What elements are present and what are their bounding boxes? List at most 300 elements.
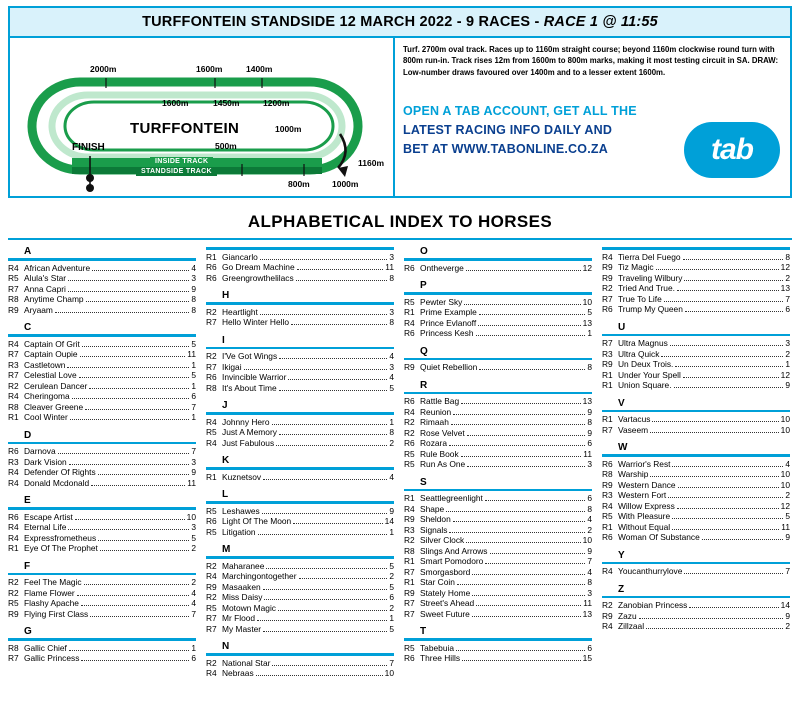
horse-page-number: 6 (587, 438, 592, 448)
leader-dots (476, 605, 581, 606)
leader-dots (485, 563, 585, 564)
index-group-rule (602, 334, 790, 337)
horse-name: Johnny Hero (222, 416, 270, 427)
horse-race-number: R6 (206, 516, 217, 526)
horse-name: With Pleasure (618, 511, 671, 521)
horse-index-row[interactable] (8, 577, 196, 588)
leader-dots (77, 595, 190, 596)
leader-dots (461, 403, 581, 404)
horse-index-row[interactable] (404, 653, 592, 664)
leader-dots (264, 599, 387, 600)
horse-index-row[interactable] (404, 525, 592, 536)
index-group (206, 290, 394, 328)
horse-race-number: R2 (206, 592, 217, 602)
horse-race-number: R1 (602, 521, 613, 532)
horse-index-row[interactable] (404, 417, 592, 428)
horse-index-row[interactable] (602, 252, 790, 263)
leader-dots (279, 390, 388, 391)
horse-name: Pewter Sky (420, 296, 463, 307)
horse-index-row[interactable] (8, 533, 196, 544)
horse-index-row[interactable] (602, 501, 790, 512)
horse-index-row[interactable] (8, 284, 196, 295)
leader-dots (258, 534, 388, 535)
horse-race-number: R5 (8, 598, 19, 608)
horse-name: African Adventure (24, 262, 91, 273)
horse-race-number: R4 (206, 668, 217, 678)
horse-page-number: 2 (785, 490, 790, 500)
index-group-rule (404, 358, 592, 361)
horse-index-row[interactable] (404, 318, 592, 329)
index-group (404, 346, 592, 373)
horse-index-row[interactable] (602, 621, 790, 632)
horse-name: Just Fabulous (222, 437, 275, 448)
horse-page-number: 2 (389, 571, 394, 581)
horse-name: Woman Of Substance (618, 532, 700, 542)
horse-page-number: 9 (785, 610, 790, 621)
index-group-letter: K (222, 455, 230, 466)
horse-name: Warrior's Rest (618, 458, 671, 469)
horse-index-row[interactable] (206, 362, 394, 373)
leader-dots (472, 616, 581, 617)
leader-dots (668, 497, 783, 498)
horse-name: Rimaah (420, 417, 449, 427)
leader-dots (466, 270, 581, 271)
horse-name: Castletown (24, 359, 66, 370)
horse-page-number: 8 (191, 304, 196, 315)
horse-page-number: 6 (587, 642, 592, 653)
horse-index-row[interactable] (404, 514, 592, 525)
horse-race-number: R8 (8, 294, 19, 304)
horse-page-number: 5 (191, 532, 196, 543)
horse-name: Tabebuia (420, 642, 454, 653)
horse-race-number: R1 (404, 556, 415, 566)
horse-index-row[interactable] (404, 556, 592, 567)
horse-name: Princess Kesh (420, 328, 474, 338)
index-group (602, 550, 790, 577)
horse-index-row[interactable] (404, 493, 592, 504)
horse-index-row[interactable] (206, 506, 394, 517)
horse-index-row[interactable] (206, 351, 394, 362)
horse-index-row[interactable] (404, 567, 592, 578)
leader-dots (478, 325, 580, 326)
horse-name: Defender Of Rights (24, 467, 96, 477)
horse-name: Expressfrometheus (24, 532, 97, 543)
leader-dots (674, 387, 784, 388)
horse-name: Youcanthurrylove (618, 566, 683, 576)
horse-index-row[interactable] (206, 658, 394, 669)
horse-page-number: 4 (191, 598, 196, 608)
horse-index-row[interactable] (206, 592, 394, 603)
index-group (404, 246, 592, 273)
horse-race-number: R4 (206, 437, 217, 448)
horse-page-number: 7 (785, 566, 790, 576)
horse-page-number: 11 (781, 521, 790, 532)
horse-index-row[interactable] (206, 668, 394, 679)
index-group-rule (206, 501, 394, 504)
horse-index-row[interactable] (602, 522, 790, 533)
horse-index-row[interactable] (602, 338, 790, 349)
horse-index-row[interactable] (602, 469, 790, 480)
leader-dots (453, 521, 586, 522)
horse-index-row[interactable] (8, 543, 196, 554)
horse-name: National Star (222, 657, 271, 668)
leader-dots (84, 584, 190, 585)
horse-page-number: 13 (582, 317, 592, 328)
horse-name: Star Coin (420, 577, 455, 587)
horse-race-number: R1 (602, 369, 613, 380)
horse-index-row[interactable] (404, 449, 592, 460)
horse-name: Rule Book (420, 448, 459, 459)
horse-index-row[interactable] (404, 588, 592, 599)
horse-name: Heartlight (222, 306, 258, 317)
horse-index-row[interactable] (8, 263, 196, 274)
leader-dots (461, 456, 582, 457)
index-group (206, 247, 394, 283)
horse-index-row[interactable] (8, 457, 196, 468)
horse-race-number: R6 (404, 262, 415, 273)
index-group-rule (404, 638, 592, 641)
horse-name: Prime Example (420, 307, 477, 317)
horse-index-row[interactable] (602, 294, 790, 305)
horse-page-number: 8 (389, 317, 394, 327)
index-group-rule (8, 258, 196, 261)
horse-index-row[interactable] (404, 598, 592, 609)
horse-index-row[interactable] (206, 252, 394, 263)
horse-index-row[interactable] (404, 307, 592, 318)
leader-dots (82, 346, 189, 347)
horse-page-number: 8 (587, 503, 592, 514)
leader-dots (272, 424, 388, 425)
horse-index-row[interactable] (404, 609, 592, 620)
horse-race-number: R7 (206, 361, 217, 372)
horse-index-row[interactable] (602, 566, 790, 577)
horse-page-number: 10 (582, 296, 592, 307)
horse-page-number: 5 (785, 511, 790, 521)
index-divider (8, 238, 792, 240)
horse-page-number: 10 (780, 414, 790, 424)
horse-index-row[interactable] (602, 511, 790, 522)
track-marker-1600m-top: 1600m (196, 64, 223, 74)
horse-race-number: R4 (8, 338, 19, 349)
index-group-rule (602, 454, 790, 457)
track-marker-2000m: 2000m (90, 64, 117, 74)
horse-index-row[interactable] (602, 490, 790, 501)
horse-index-row[interactable] (206, 516, 394, 527)
horse-page-number: 8 (587, 362, 592, 372)
horse-index-row[interactable] (8, 467, 196, 478)
horse-index-row[interactable] (206, 613, 394, 624)
leader-dots (677, 508, 779, 509)
horse-index-row[interactable] (8, 643, 196, 654)
index-group (602, 584, 790, 632)
horse-race-number: R4 (8, 477, 19, 488)
horse-index-row[interactable] (602, 380, 790, 391)
horse-index-row[interactable] (8, 402, 196, 413)
horse-index-row[interactable] (206, 527, 394, 538)
horse-page-number: 14 (780, 600, 790, 610)
horse-index-row[interactable] (404, 396, 592, 407)
horse-index-row[interactable] (404, 546, 592, 557)
horse-name: Anna Capri (24, 283, 66, 294)
horse-name: Silver Clock (420, 535, 465, 545)
horse-race-number: R9 (602, 610, 613, 621)
horse-index-row[interactable] (602, 349, 790, 360)
index-column-4 (602, 246, 790, 686)
horse-index-row[interactable] (602, 611, 790, 622)
horse-race-number: R1 (8, 412, 19, 422)
leader-dots (69, 464, 190, 465)
index-group-letter: Z (618, 583, 625, 595)
leader-dots (449, 445, 585, 446)
horse-page-number: 7 (389, 657, 394, 668)
leader-dots (266, 568, 387, 569)
horse-race-number: R9 (602, 262, 613, 272)
horse-index-row[interactable] (8, 609, 196, 620)
horse-index-row[interactable] (8, 339, 196, 350)
index-group (404, 477, 592, 620)
horse-index-row[interactable] (206, 472, 394, 483)
index-group-rule (602, 562, 790, 565)
horse-race-number: R6 (404, 653, 415, 663)
horse-name: Rozara (420, 438, 447, 448)
horse-page-number: 9 (587, 545, 592, 556)
horse-index-row[interactable] (206, 262, 394, 273)
leader-dots (256, 675, 383, 676)
horse-race-number: R5 (206, 427, 217, 437)
horse-index-row[interactable] (206, 307, 394, 318)
index-group (404, 280, 592, 339)
promo-url[interactable]: WWW.TABONLINE.CO.ZA (451, 141, 608, 156)
horse-index-row[interactable] (602, 425, 790, 436)
horse-index-row[interactable] (206, 438, 394, 449)
horse-index-row[interactable] (206, 427, 394, 438)
horse-name: Captain Oupie (24, 349, 78, 359)
horse-index-row[interactable] (206, 317, 394, 328)
leader-dots (100, 550, 189, 551)
horse-index-row[interactable] (8, 370, 196, 381)
index-group-letter: R (420, 379, 428, 391)
horse-index-row[interactable] (206, 603, 394, 614)
horse-index-row[interactable] (8, 391, 196, 402)
horse-page-number: 6 (785, 304, 790, 314)
track-marker-1200m: 1200m (263, 98, 290, 108)
horse-index-row[interactable] (8, 273, 196, 284)
index-group-rule (206, 412, 394, 415)
horse-index-row[interactable] (404, 643, 592, 654)
horse-race-number: R5 (404, 642, 415, 653)
horse-race-number: R1 (602, 414, 613, 424)
horse-page-number: 5 (389, 382, 394, 393)
meeting-header-block (8, 6, 792, 198)
horse-race-number: R4 (602, 500, 613, 511)
leader-dots (72, 398, 190, 399)
horse-name: Zillzaal (618, 621, 645, 631)
horse-race-number: R6 (8, 511, 19, 522)
leader-dots (449, 532, 585, 533)
horse-index-row[interactable] (404, 459, 592, 470)
horse-page-number: 9 (785, 532, 790, 542)
horse-index-row[interactable] (8, 588, 196, 599)
horse-page-number: 3 (191, 456, 196, 467)
horse-index-row[interactable] (404, 438, 592, 449)
index-group-letter: I (222, 334, 225, 346)
horse-index-row[interactable] (8, 381, 196, 392)
horse-race-number: R6 (602, 532, 613, 542)
horse-page-number: 5 (191, 338, 196, 349)
index-group-rule (206, 556, 394, 559)
horse-page-number: 9 (785, 380, 790, 390)
index-column-1 (8, 246, 196, 686)
horse-index-row[interactable] (602, 532, 790, 543)
horse-index-row[interactable] (602, 370, 790, 381)
track-marker-1000m-bottom: 1000m (332, 179, 359, 189)
leader-dots (683, 259, 784, 260)
track-marker-500m: 500m (215, 141, 237, 151)
horse-race-number: R1 (404, 493, 415, 503)
horse-page-number: 4 (191, 587, 196, 598)
index-group-rule (404, 258, 592, 261)
leader-dots (451, 424, 585, 425)
horse-race-number: R5 (404, 448, 415, 459)
horse-name: Go Dream Machine (222, 262, 295, 272)
leader-dots (263, 589, 388, 590)
horse-index-row[interactable] (602, 273, 790, 284)
leader-dots (276, 445, 387, 446)
horse-race-number: R4 (8, 262, 19, 273)
horse-race-number: R8 (8, 642, 19, 653)
horse-index-row[interactable] (206, 561, 394, 572)
horse-index-row[interactable] (602, 459, 790, 470)
horse-index-row[interactable] (404, 535, 592, 546)
horse-index-row[interactable] (404, 407, 592, 418)
index-group-letter: P (420, 280, 427, 291)
horse-index-row[interactable] (602, 359, 790, 370)
horse-page-number: 13 (582, 396, 592, 406)
leader-dots (288, 379, 387, 380)
horse-index-row[interactable] (602, 414, 790, 425)
horse-page-number: 8 (389, 272, 394, 283)
track-diagram-pane (10, 38, 395, 196)
horse-index-row[interactable] (404, 428, 592, 439)
leader-dots (70, 419, 190, 420)
horse-index-row[interactable] (206, 383, 394, 394)
horse-index-row[interactable] (602, 304, 790, 315)
index-group (8, 322, 196, 423)
leader-dots (457, 584, 585, 585)
leader-dots (98, 540, 189, 541)
horse-name: Gallic Chief (24, 642, 67, 653)
horse-index-row[interactable] (404, 297, 592, 308)
horse-index-row[interactable] (8, 653, 196, 664)
horse-page-number: 11 (385, 262, 394, 272)
leader-dots (260, 259, 387, 260)
index-group-rule (602, 247, 790, 250)
index-group-rule (404, 292, 592, 295)
horse-name: Stately Home (420, 587, 471, 598)
horse-index-row[interactable] (8, 522, 196, 533)
horse-race-number: R5 (206, 505, 217, 516)
horse-index-row[interactable] (602, 480, 790, 491)
standside-track-tag: STANDSIDE TRACK (136, 167, 217, 176)
horse-race-number: R5 (206, 526, 217, 537)
index-group-letter: G (24, 626, 32, 637)
horse-index-row[interactable] (404, 263, 592, 274)
index-group-letter: M (222, 544, 231, 555)
horse-index-row[interactable] (8, 294, 196, 305)
horse-index-row[interactable] (8, 478, 196, 489)
horse-index-row[interactable] (206, 571, 394, 582)
horse-index-row[interactable] (404, 504, 592, 515)
horse-page-number: 7 (785, 293, 790, 304)
leader-dots (291, 324, 387, 325)
horse-name: Flashy Apache (24, 598, 79, 608)
horse-name: Ikigai (222, 361, 242, 372)
horse-race-number: R7 (404, 598, 415, 608)
horse-index-row[interactable] (602, 600, 790, 611)
index-group-letter: U (618, 321, 626, 333)
horse-race-number: R7 (8, 283, 19, 294)
leader-dots (652, 421, 778, 422)
index-group (8, 561, 196, 620)
track-marker-1600m-inner: 1600m (162, 98, 189, 108)
inside-track-tag: INSIDE TRACK (150, 157, 213, 166)
leader-dots (675, 366, 783, 367)
horse-index-row[interactable] (404, 328, 592, 339)
horse-index-row[interactable] (404, 577, 592, 588)
horse-index-row[interactable] (8, 349, 196, 360)
horse-race-number: R4 (8, 522, 19, 532)
horse-race-number: R5 (8, 273, 19, 283)
horse-index-row[interactable] (206, 372, 394, 383)
horse-index-row[interactable] (602, 283, 790, 294)
horse-index-row[interactable] (8, 360, 196, 371)
horse-index-row[interactable] (8, 305, 196, 316)
horse-index-row[interactable] (206, 582, 394, 593)
horse-race-number: R4 (206, 571, 217, 581)
horse-page-number: 10 (384, 668, 394, 678)
horse-race-number: R6 (602, 458, 613, 469)
horse-race-number: R7 (8, 349, 19, 359)
leader-dots (279, 358, 387, 359)
index-group (602, 442, 790, 543)
horse-index-row[interactable] (8, 512, 196, 523)
horse-name: Traveling Wilbury (618, 272, 683, 283)
leader-dots (684, 573, 783, 574)
horse-index-row[interactable] (206, 273, 394, 284)
horse-page-number: 1 (587, 328, 592, 338)
leader-dots (462, 660, 581, 661)
horse-page-number: 7 (191, 401, 196, 412)
horse-race-number: R9 (8, 304, 19, 315)
horse-name: Giancarlo (222, 251, 258, 262)
horse-index-row[interactable] (404, 362, 592, 373)
horse-index-row[interactable] (8, 598, 196, 609)
horse-index-row[interactable] (206, 417, 394, 428)
index-group-letter: Y (618, 549, 625, 561)
index-title: ALPHABETICAL INDEX TO HORSES (247, 212, 553, 231)
horse-page-number: 5 (587, 307, 592, 317)
horse-index-row[interactable] (206, 624, 394, 635)
leader-dots (672, 529, 779, 530)
horse-race-number: R4 (404, 503, 415, 514)
horse-page-number: 2 (191, 543, 196, 553)
horse-name: Smart Pomodoro (420, 556, 484, 566)
leader-dots (661, 356, 783, 357)
horse-index-row[interactable] (8, 446, 196, 457)
horse-index-row[interactable] (8, 412, 196, 423)
horse-index-row[interactable] (602, 262, 790, 273)
horse-race-number: R2 (404, 535, 415, 545)
